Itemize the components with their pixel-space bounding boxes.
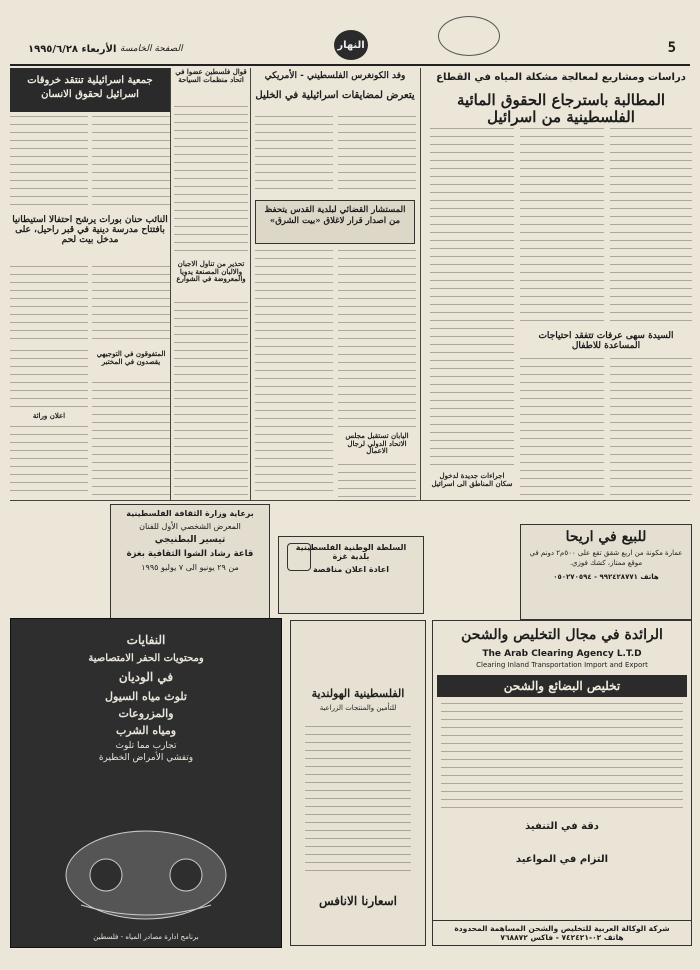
illustration-icon [51,815,241,925]
municipality-ad [278,536,424,614]
section-label: الصفحة الخامسة [120,44,183,54]
ad-subtitle: للتأمين والمنتجات الزراعية [319,704,397,712]
exhibition-ad [110,504,270,620]
ad-title: الرائدة في مجال التخليص والشحن [461,627,663,643]
headline-banner [10,68,170,112]
article-body-text [255,116,333,196]
article-headline: المتفوقون في التوجيهي يقصدون في المختبر [96,349,166,366]
page-number: 5 [667,40,676,56]
ad-footer: شركة الوكالة العربية للتخليص والشحن المساهمة المحدودة [454,924,670,933]
ad-slogan2: التزام في المواعيد [515,854,609,865]
ad-body-text [441,703,683,813]
article-headline: المستشار القضائي لبلدية القدس يتحفظ من اصدار قرار لاغلاق «بيت الشرق» [264,205,406,226]
ad-subtitle: بلدية غزة [332,552,370,561]
ad-notice: اعادة اعلان مناقصة [313,565,389,574]
column-divider [420,68,421,500]
artist-name: تيسير البطنيجي [154,535,226,545]
column-divider [170,68,171,500]
ad-line: المعرض الشخصي الأول للفنان [139,522,241,531]
ad-line: النفايات [126,633,166,647]
article-body-text [430,128,514,468]
section-divider [10,500,690,501]
ad-title: الفلسطينية الهولندية [311,687,405,700]
sale-ad [520,524,692,620]
dates: من ٢٩ يونيو الى ٧ يوليو ١٩٩٥ [141,563,239,572]
ad-slogan: اسعارنا الانافس [318,894,397,908]
article-body-text [10,426,88,498]
article-body-text [92,266,170,346]
newspaper-logo: النهار [334,30,368,60]
article-body-text [10,116,88,212]
article-kicker: وفد الكونغرس الفلسطيني - الأمريكي [264,71,406,81]
article-body-text [338,464,416,498]
article-body-text [10,266,88,346]
ad-body-text [305,726,411,876]
article-body-text [255,250,333,430]
ad-banner: تخليص البضائع والشحن [437,675,687,697]
article-headline: اليابان تستقبل مجلس الاتحاد الدولي لرجال الاعمال [345,431,409,456]
article-body-text [174,302,248,498]
article-body-text [338,250,416,430]
article-kicker: دراسات ومشاريع لمعالجة مشكلة المياه في القطاع [436,72,686,83]
water-awareness-ad [10,618,282,948]
ad-line: ومحتويات الحفر الامتصاصية [88,653,204,664]
article-body-text [520,128,604,328]
ad-title-en: The Arab Clearing Agency L.T.D [482,649,642,659]
ad-title: برعاية وزارة الثقافة الفلسطينية [126,509,254,518]
article-headline: النائب حنان بورات يرشح احتفالا استيطانيا بافتتاح مدرسة دينية في قبر راحيل، على مدخل بيت لحم [12,215,168,245]
column-divider [250,68,251,500]
ad-line: تجارب مما تلوث [115,741,177,751]
article-headline: قوال فلسطين عضوا في اتحاد منظمات السياحة [175,67,247,84]
ad-title: للبيع في اريحا [565,529,647,545]
ad-contact: هاتف ٩٩٢٤٢٨٧٧١ - ٠٥٠٢٧٠٥٩٤ [553,572,659,581]
article-body-text [10,350,88,410]
ad-line: في الوديان [118,670,174,684]
article-headline: جمعية اسرائيلية تنتقد خروقات اسرائيل لحقوق الانسان [27,75,153,100]
article-body-text [92,382,170,498]
article-body-text [610,358,692,498]
article-headline: اجراءات جديدة لدخول سكان المناطق الى اسرائيل [431,471,513,488]
article-body-text [610,128,692,328]
emblem-icon [287,543,311,571]
boxed-article [255,200,415,244]
ad-slogan: دقة في التنفيذ [525,821,599,832]
article-body-text [174,106,248,256]
library-stamp-icon [438,16,500,56]
ad-subtitle-en: Clearing Inland Transportation Import and Export [476,661,648,669]
issue-date: الأربعاء ١٩٩٥/٦/٢٨ [28,44,117,55]
insurance-ad [290,620,426,946]
article-headline: يتعرض لمضايقات اسرائيلية في الخليل [255,90,415,101]
article-headline: تحذير من تناول الاجبان والالبان المصنعة يدويا والمعروضة في الشوارع [176,259,246,284]
article-body-text [520,358,604,498]
ad-line: وتفشي الأمراض الخطيرة [98,753,194,763]
page-header [10,0,690,66]
ad-body: عمارة مكونة من اربع شقق تقع على ٥٠٠م٢ دونم في موقع ممتاز، كشك فوزي. [529,549,683,567]
ad-line: ومياه الشرب [115,724,177,737]
ad-phone: هاتف ٠٢-٧٤٢٤٢١ - فاكس ٧٦٨٨٧٢ [500,933,624,942]
article-headline: اعلان وراثة [32,411,66,420]
article-body-text [338,116,416,196]
ad-line: والمزروعات [118,707,174,720]
article-headline: السيدة سهى عرفات تتفقد احتياجات المساعدة للاطفال [538,331,674,351]
article-body-text [92,116,170,212]
venue: قاعة رشاد الشوا الثقافية بغزة [126,549,254,559]
ad-footer: برنامج ادارة مصادر المياه - فلسطين [93,933,199,941]
clearing-agency-ad [432,620,692,946]
article-body-text [255,434,333,498]
ad-line: تلوث مياه السيول [105,690,187,703]
ad-title: السلطة الوطنية الفلسطينية [295,543,407,552]
article-headline: المطالبة باسترجاع الحقوق المائية الفلسطينية من اسرائيل [456,91,666,126]
